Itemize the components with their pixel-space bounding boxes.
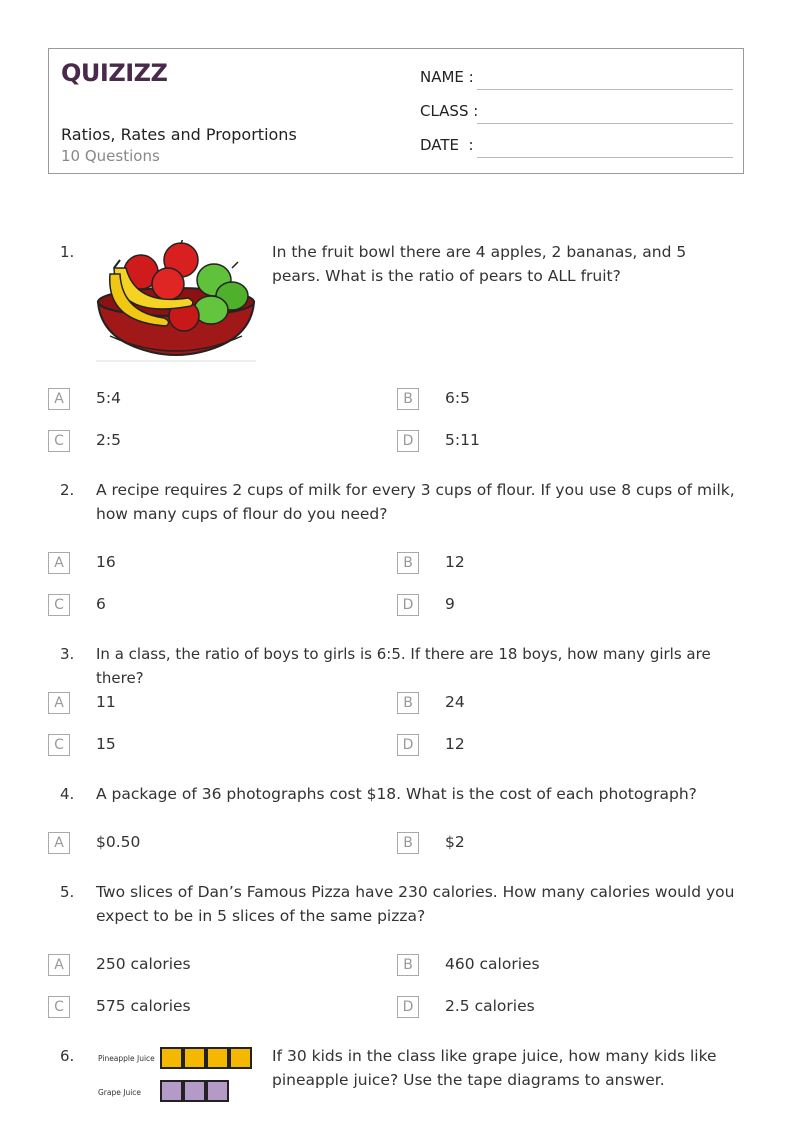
question-text: A package of 36 photographs cost $18. What is the cost of each photograph? — [96, 785, 697, 803]
question-text: In a class, the ratio of boys to girls is 6:5. If there are 18 boys, how many girls are there? — [96, 645, 711, 687]
option-letter[interactable]: A — [48, 832, 70, 854]
option-letter[interactable]: B — [397, 832, 419, 854]
tape-unit — [183, 1047, 206, 1069]
option-letter[interactable]: D — [397, 996, 419, 1018]
fruit-bowl-illustration — [96, 240, 256, 362]
question-count: 10 Questions — [61, 147, 160, 165]
question-number: 5. — [60, 883, 75, 901]
class-field[interactable] — [420, 102, 733, 124]
option-letter[interactable]: C — [48, 594, 70, 616]
tape-unit — [229, 1047, 252, 1069]
worksheet-title: Ratios, Rates and Proportions — [61, 125, 297, 144]
name-line — [477, 89, 733, 90]
tape-label-pineapple: Pineapple Juice — [98, 1054, 155, 1063]
option-text: 16 — [96, 553, 116, 571]
question-text: A recipe requires 2 cups of milk for every 3 cups of flour. If you use 8 cups of milk, how many cups of flour do you need? — [96, 481, 735, 523]
option-text: 6:5 — [445, 389, 470, 407]
question-number: 2. — [60, 481, 75, 499]
option-letter[interactable]: C — [48, 734, 70, 756]
tape-label-grape: Grape Juice — [98, 1088, 142, 1097]
option-letter[interactable]: A — [48, 692, 70, 714]
question-number: 6. — [60, 1047, 75, 1065]
option-letter[interactable]: D — [397, 430, 419, 452]
option-text: 575 calories — [96, 997, 191, 1015]
option-letter[interactable]: B — [397, 552, 419, 574]
option-text: 11 — [96, 693, 116, 711]
option-letter[interactable]: D — [397, 734, 419, 756]
option-text: 6 — [96, 595, 106, 613]
tape-unit — [160, 1047, 183, 1069]
tape-unit — [206, 1047, 229, 1069]
question-text: If 30 kids in the class like grape juice, how many kids like pineapple juice? Use the tape diagrams to answer. — [272, 1047, 717, 1089]
tape-unit — [183, 1080, 206, 1102]
question-text: Two slices of Dan’s Famous Pizza have 230 calories. How many calories would you expect to be in 5 slices of the same pizza? — [96, 883, 735, 925]
option-text: 5:11 — [445, 431, 480, 449]
option-letter[interactable]: C — [48, 430, 70, 452]
option-text: 24 — [445, 693, 465, 711]
option-letter[interactable]: C — [48, 996, 70, 1018]
option-text: 9 — [445, 595, 455, 613]
option-letter[interactable]: A — [48, 552, 70, 574]
question-number: 4. — [60, 785, 75, 803]
name-label: NAME : — [420, 68, 474, 86]
option-text: $0.50 — [96, 833, 141, 851]
option-text: 2:5 — [96, 431, 121, 449]
option-text: 460 calories — [445, 955, 540, 973]
date-line — [477, 157, 733, 158]
option-text: 2.5 calories — [445, 997, 535, 1015]
option-letter[interactable]: A — [48, 388, 70, 410]
option-text: 12 — [445, 553, 465, 571]
date-label: DATE : — [420, 136, 474, 154]
tape-unit — [160, 1080, 183, 1102]
option-text: 12 — [445, 735, 465, 753]
question-text: In the fruit bowl there are 4 apples, 2 bananas, and 5 pears. What is the ratio of pears to ALL fruit? — [272, 243, 687, 285]
option-letter[interactable]: B — [397, 954, 419, 976]
option-text: 250 calories — [96, 955, 191, 973]
question-number: 1. — [60, 243, 75, 261]
option-letter[interactable]: B — [397, 388, 419, 410]
option-text: 5:4 — [96, 389, 121, 407]
name-field[interactable] — [420, 68, 733, 90]
quizizz-logo: QUIZIZZ — [61, 59, 168, 87]
option-text: 15 — [96, 735, 116, 753]
option-letter[interactable]: D — [397, 594, 419, 616]
date-field[interactable] — [420, 136, 733, 158]
class-label: CLASS : — [420, 102, 479, 120]
class-line — [477, 123, 733, 124]
question-number: 3. — [60, 645, 75, 663]
tape-unit — [206, 1080, 229, 1102]
worksheet-header — [48, 48, 744, 174]
option-letter[interactable]: A — [48, 954, 70, 976]
option-text: $2 — [445, 833, 465, 851]
option-letter[interactable]: B — [397, 692, 419, 714]
